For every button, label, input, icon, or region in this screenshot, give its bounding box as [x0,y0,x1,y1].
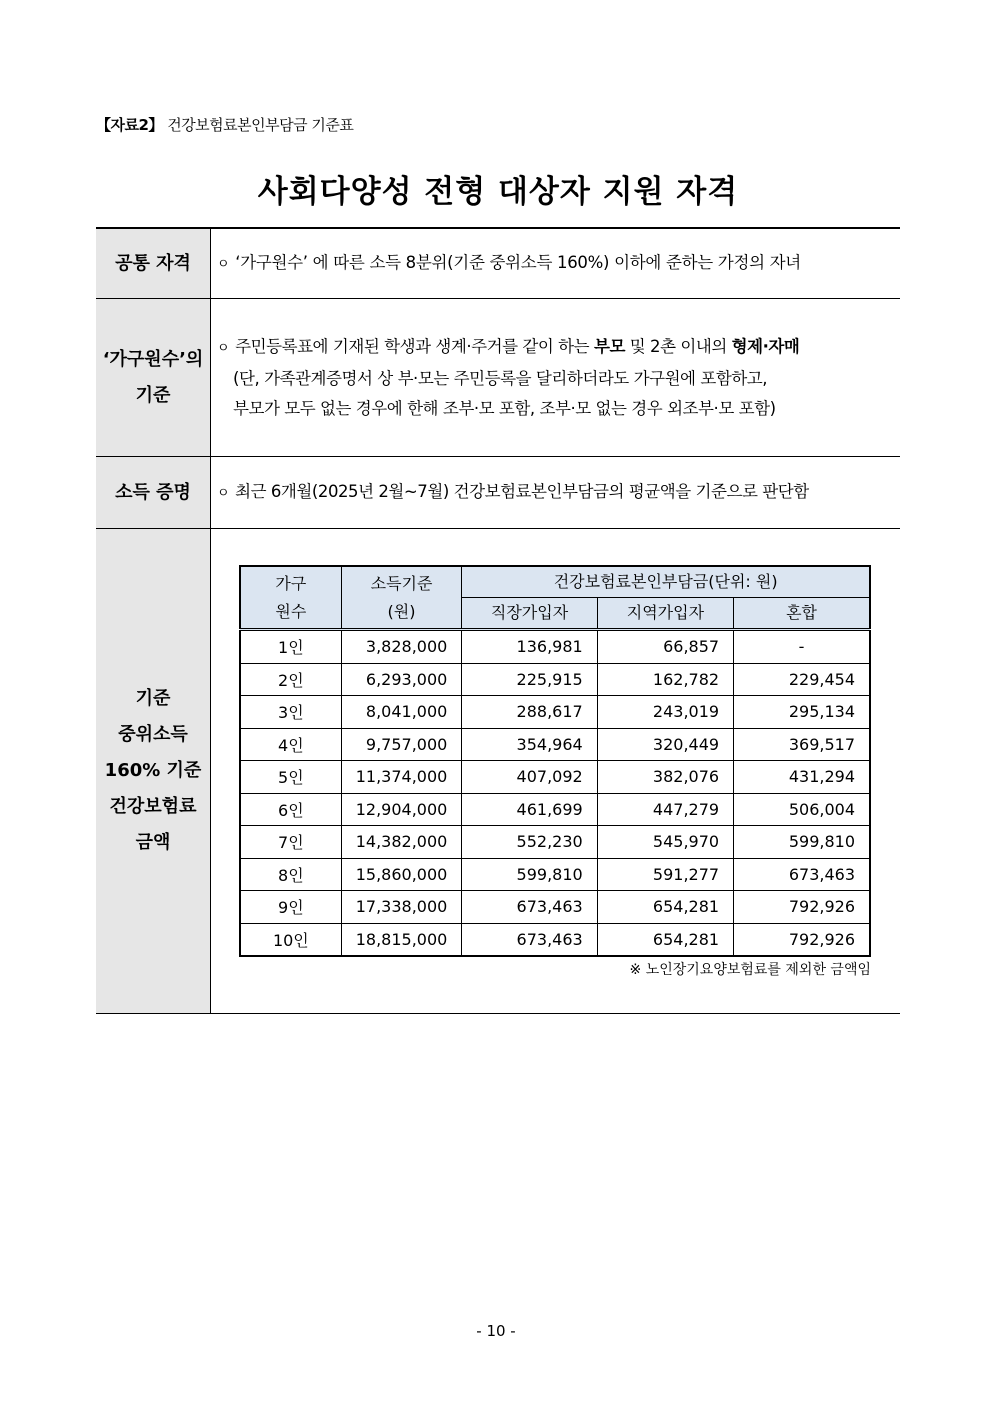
cell-employee: 225,915 [462,663,597,696]
cell-employee: 354,964 [462,728,597,761]
cell-employee: 136,981 [462,630,597,664]
cell-employee: 599,810 [462,858,597,891]
cell-members: 7인 [240,826,341,859]
household-criteria-row [96,299,900,457]
table-row [240,728,870,761]
cell-income: 12,904,000 [341,793,462,826]
table-row [240,630,870,664]
premium-criteria-row [96,529,900,1013]
header-members-line1: 가구 [275,573,307,593]
household-text-line3: 부모가 모두 없는 경우에 한해 조부·모 포함, 조부·모 없는 경우 외조부·모 포함) [233,398,776,418]
header-mixed: 혼합 [734,598,870,630]
header-regional: 지역가입자 [597,598,733,630]
page-title: 사회다양성 전형 대상자 지원 자격 [257,174,739,210]
table-row [240,696,870,729]
cell-regional: 382,076 [597,761,733,794]
cell-income: 9,757,000 [341,728,462,761]
premium-criteria-header [96,529,211,1013]
household-text-siblings: 형제·자매 [731,336,800,356]
cell-mixed: 599,810 [734,826,870,859]
table-row [240,663,870,696]
household-criteria-header [96,299,211,456]
cell-regional: 320,449 [597,728,733,761]
cell-regional: 162,782 [597,663,733,696]
table-row [240,761,870,794]
cell-members: 10인 [240,923,341,956]
cell-employee: 673,463 [462,891,597,924]
cell-regional: 66,857 [597,630,733,664]
cell-mixed: - [734,630,870,664]
cell-regional: 447,279 [597,793,733,826]
cell-mixed: 295,134 [734,696,870,729]
cell-members: 1인 [240,630,341,664]
table-row [240,826,870,859]
cell-employee: 552,230 [462,826,597,859]
cell-members: 9인 [240,891,341,924]
cell-mixed: 792,926 [734,891,870,924]
premium-criteria-header-line: 160% 기준 [104,760,202,781]
cell-employee: 288,617 [462,696,597,729]
common-qualification-text: ‘가구원수’ 에 따른 소득 8분위(기준 중위소득 160%) 이하에 준하는 가정의 자녀 [235,252,801,272]
cell-employee: 407,092 [462,761,597,794]
header-premium: 건강보험료본인부담금(단위: 원) [462,566,870,598]
household-criteria-header-line2: 기준 [135,384,171,406]
bullet-icon: ㅇ [217,485,230,501]
table-row [240,858,870,891]
header-members-line2: 원수 [275,601,307,621]
cell-regional: 243,019 [597,696,733,729]
table-row [240,923,870,956]
premium-criteria-header-line: 건강보험료 [109,796,197,817]
cell-mixed: 229,454 [734,663,870,696]
household-text-part1: 주민등록표에 기재된 학생과 생계·주거를 같이 하는 [235,336,594,356]
premium-criteria-header-line: 중위소득 [118,724,188,745]
table-note: ※ 노인장기요양보험료를 제외한 금액임 [629,962,871,978]
cell-members: 3인 [240,696,341,729]
document-label [96,114,353,135]
cell-mixed: 506,004 [734,793,870,826]
income-proof-row [96,457,900,529]
household-text-part3: 및 2촌 이내의 [624,336,732,356]
premium-table [239,565,871,957]
cell-income: 18,815,000 [341,923,462,956]
cell-regional: 654,281 [597,923,733,956]
page-number: - 10 - [476,1322,516,1340]
household-text-parents: 부모 [593,336,625,356]
premium-criteria-header-line: 금액 [135,832,171,853]
cell-income: 6,293,000 [341,663,462,696]
cell-mixed: 673,463 [734,858,870,891]
cell-income: 17,338,000 [341,891,462,924]
household-text-line2: (단, 가족관계증명서 상 부·모는 주민등록을 달리하더라도 가구원에 포함하고, [233,368,768,388]
header-employee: 직장가입자 [462,598,597,630]
cell-regional: 654,281 [597,891,733,924]
document-label-title: 건강보험료본인부담금 기준표 [167,116,354,134]
cell-members: 8인 [240,858,341,891]
income-proof-header: 소득 증명 [96,457,211,528]
cell-members: 2인 [240,663,341,696]
header-income-line1: 소득기준 [370,573,433,593]
common-qualification-row [96,229,900,299]
cell-members: 6인 [240,793,341,826]
header-income [341,566,462,630]
bullet-icon: ㅇ [217,256,230,272]
common-qualification-header: 공통 자격 [96,229,211,298]
document-label-bracket: 【자료2】 [96,116,163,134]
cell-income: 15,860,000 [341,858,462,891]
header-members [240,566,341,630]
cell-mixed: 369,517 [734,728,870,761]
table-row [240,891,870,924]
header-income-line2: (원) [387,601,416,621]
cell-employee: 461,699 [462,793,597,826]
cell-mixed: 792,926 [734,923,870,956]
premium-criteria-header-line: 기준 [135,688,171,709]
bullet-icon: ㅇ [217,340,230,356]
cell-members: 4인 [240,728,341,761]
income-proof-text: 최근 6개월(2025년 2월~7월) 건강보험료본인부담금의 평균액을 기준으로 판단함 [235,481,809,501]
cell-mixed: 431,294 [734,761,870,794]
cell-regional: 545,970 [597,826,733,859]
eligibility-table [96,227,900,1014]
household-criteria-header-line1: ‘가구원수’의 [102,348,204,370]
cell-income: 3,828,000 [341,630,462,664]
table-row [240,793,870,826]
cell-members: 5인 [240,761,341,794]
cell-employee: 673,463 [462,923,597,956]
cell-income: 14,382,000 [341,826,462,859]
cell-income: 8,041,000 [341,696,462,729]
cell-regional: 591,277 [597,858,733,891]
cell-income: 11,374,000 [341,761,462,794]
